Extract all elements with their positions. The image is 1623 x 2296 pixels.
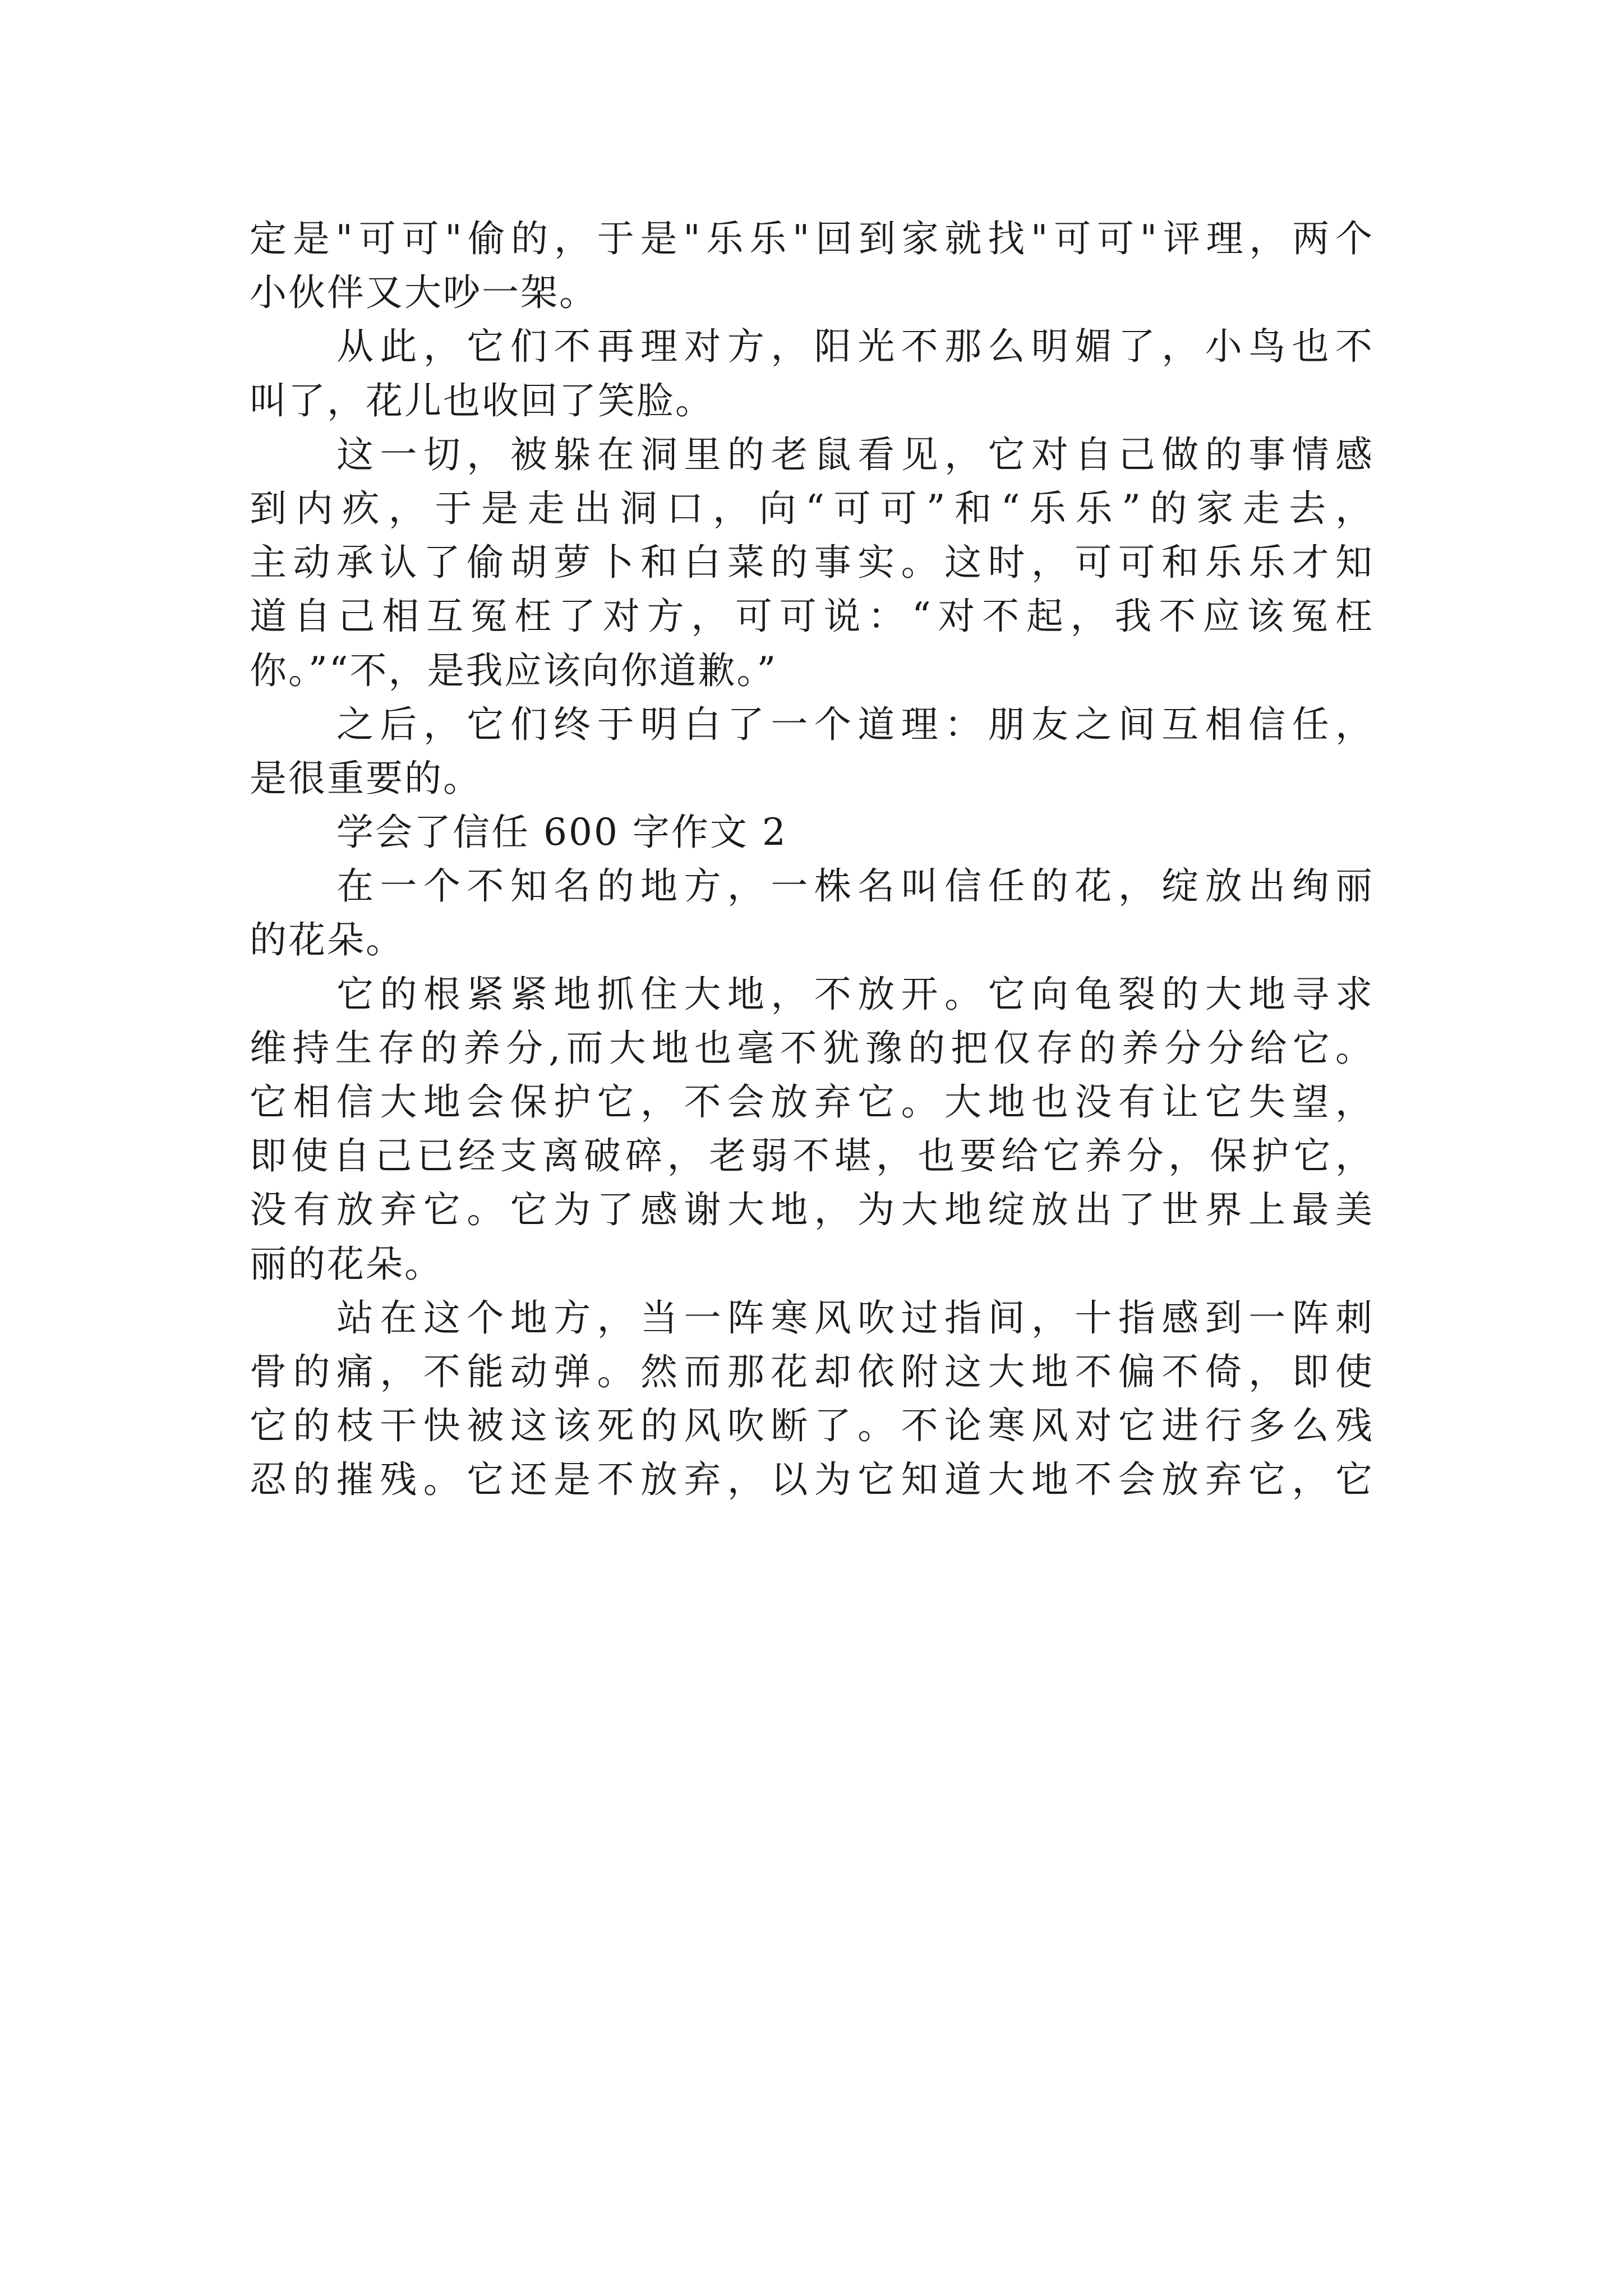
- text-line: 它相信大地会保护它，不会放弃它。大地也没有让它失望，: [250, 1080, 1374, 1124]
- text-line: 学会了信任 600 字作文 2: [336, 811, 787, 854]
- text-line: 忍的摧残。它还是不放弃，以为它知道大地不会放弃它，它: [250, 1458, 1374, 1502]
- text-line: 在一个不知名的地方，一株名叫信任的花，绽放出绚丽: [336, 864, 1374, 908]
- text-line: 之后，它们终于明白了一个道理：朋友之间互相信任，: [336, 702, 1374, 746]
- text-line: 是很重要的。: [250, 756, 482, 800]
- text-line: 道自己相互冤枉了对方，可可说：“对不起，我不应该冤枉: [250, 595, 1374, 638]
- text-line: 叫了，花儿也收回了笑脸。: [250, 379, 714, 422]
- text-line: 丽的花朵。: [250, 1242, 443, 1286]
- text-line: 定是"可可"偷的，于是"乐乐"回到家就找"可可"评理，两个: [250, 217, 1374, 260]
- text-line: 即使自己已经支离破碎，老弱不堪，也要给它养分，保护它，: [250, 1134, 1374, 1178]
- text-line: 小伙伴又大吵一架。: [250, 271, 598, 315]
- text-line: 你。”“不，是我应该向你道歉。”: [250, 648, 778, 692]
- text-line: 它的枝干快被这该死的风吹断了。不论寒风对它进行多么残: [250, 1404, 1374, 1448]
- text-line: 它的根紧紧地抓住大地，不放开。它向龟裂的大地寻求: [336, 972, 1374, 1016]
- text-line: 站在这个地方，当一阵寒风吹过指间，十指感到一阵刺: [336, 1296, 1374, 1340]
- text-line: 主动承认了偷胡萝卜和白菜的事实。这时，可可和乐乐才知: [250, 541, 1374, 585]
- text-line: 从此，它们不再理对方，阳光不那么明媚了，小鸟也不: [336, 325, 1374, 369]
- text-line: 没有放弃它。它为了感谢大地，为大地绽放出了世界上最美: [250, 1188, 1374, 1232]
- text-line: 骨的痛，不能动弹。然而那花却依附这大地不偏不倚，即使: [250, 1350, 1374, 1393]
- text-line: 到内疚，于是走出洞口，向“可可”和“乐乐”的家走去，: [250, 486, 1374, 530]
- text-line: 这一切，被躲在洞里的老鼠看见，它对自己做的事情感: [336, 432, 1374, 476]
- essay-body: [250, 212, 1374, 1507]
- text-line: 维持生存的养分,而大地也毫不犹豫的把仅存的养分分给它。: [250, 1026, 1374, 1070]
- text-line: 的花朵。: [250, 918, 404, 962]
